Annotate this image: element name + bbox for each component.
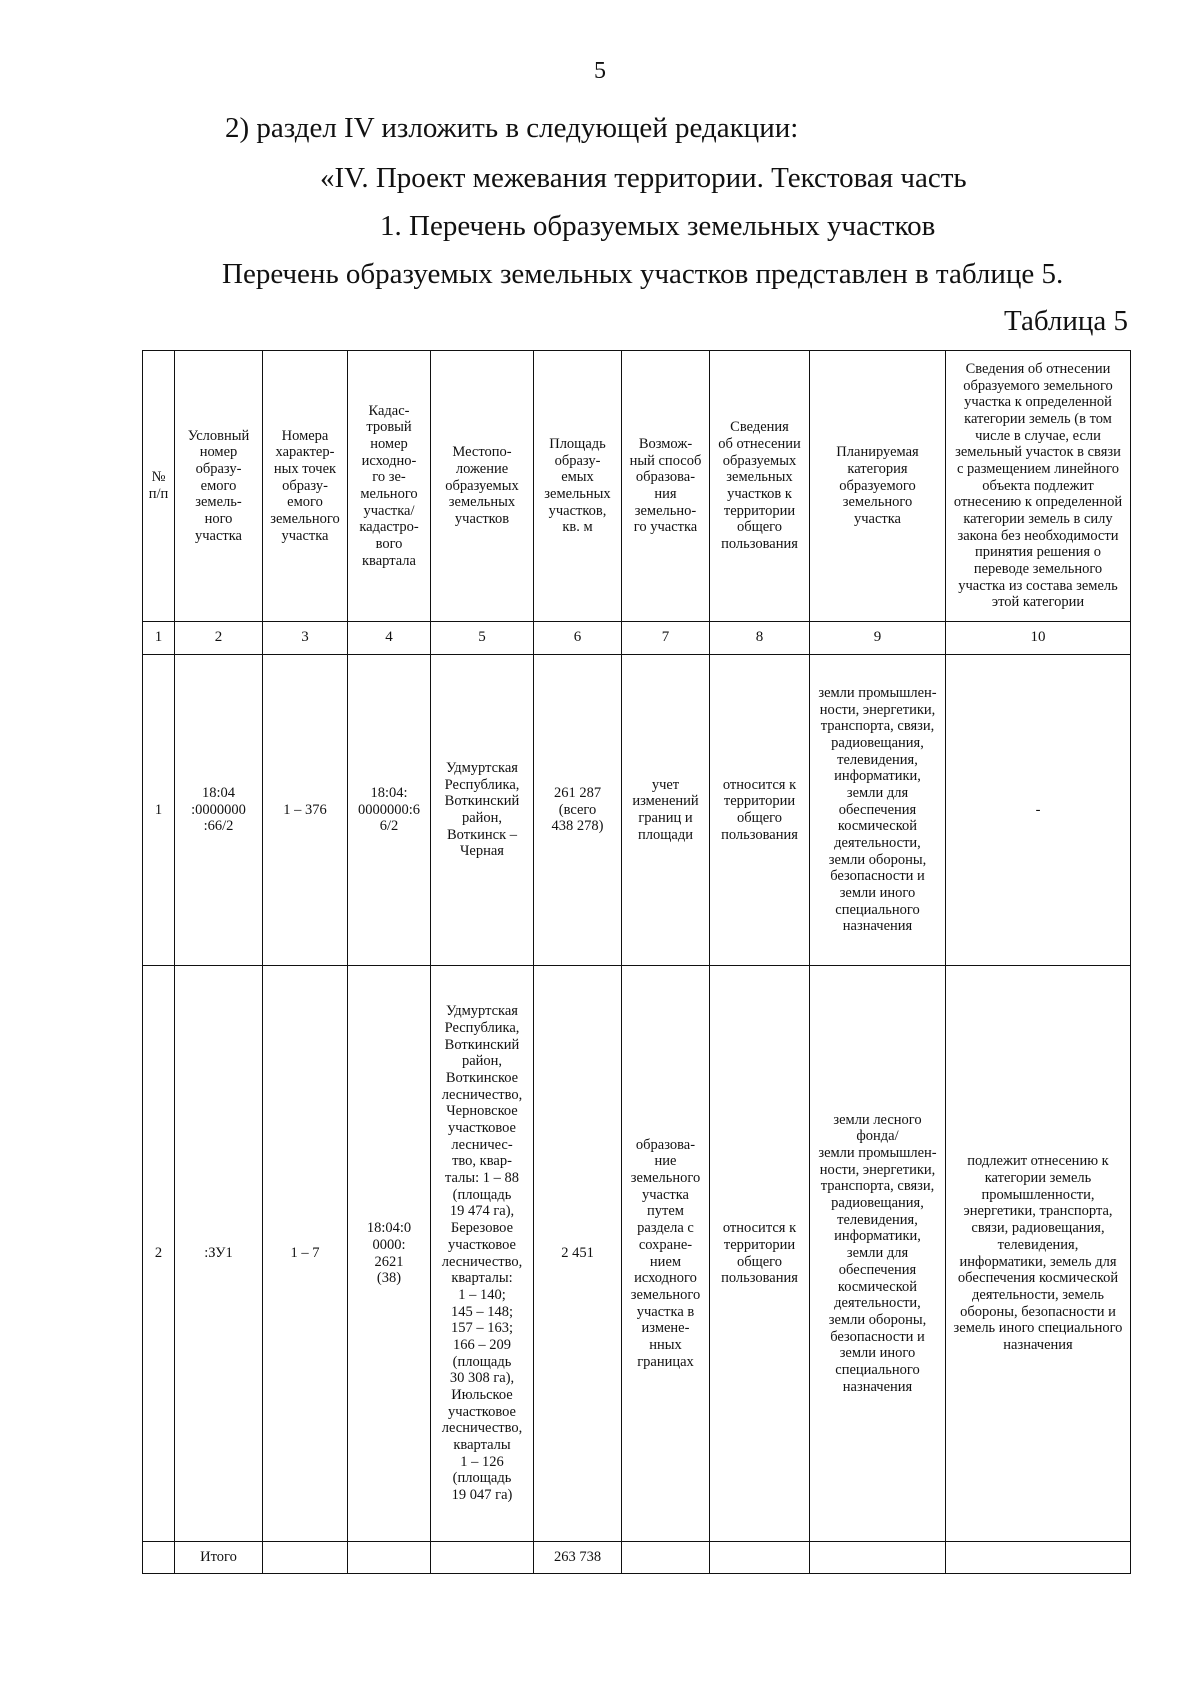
header-cell: Планируемая категория образуемого земельного участка <box>810 351 946 622</box>
total-row <box>143 1542 1131 1574</box>
table-cell: земли промышлен- ности, энергетики, транспорта, связи, радиовещания, телевидения, информатики, земли для обеспечения космической деятельности, земли обороны, безопасности и земли иного специального назначения <box>810 655 946 966</box>
total-label: Итого <box>175 1542 263 1574</box>
header-cell: Сведения об отнесении образуемых земельных участков к территории общего пользования <box>710 351 810 622</box>
intro-line-4: Перечень образуемых земельных участков представлен в таблице 5. <box>222 258 1064 290</box>
table-cell: подлежит отнесению к категории земель промышленности, энергетики, транспорта, связи, радиовещания, телевидения, информатики, земель для обеспечения космической деятельности, земель обороны, безопасности и земель иного специального назначения <box>946 966 1131 1542</box>
table-cell <box>263 1542 348 1574</box>
table-cell <box>431 1542 534 1574</box>
table-cell <box>710 1542 810 1574</box>
table-cell: 1 – 376 <box>263 655 348 966</box>
table-cell: учет изменений границ и площади <box>622 655 710 966</box>
header-cell: Номера характер- ных точек образу- емого земельного участка <box>263 351 348 622</box>
column-number: 4 <box>348 622 431 655</box>
column-number: 10 <box>946 622 1131 655</box>
table-cell <box>946 1542 1131 1574</box>
table-cell <box>622 1542 710 1574</box>
table-cell: 18:04:0 0000: 2621 (38) <box>348 966 431 1542</box>
column-number: 7 <box>622 622 710 655</box>
table-cell: образова- ние земельного участка путем раздела с сохране- нием исходного земельного участка в измене- нных границах <box>622 966 710 1542</box>
table-cell: 2 <box>143 966 175 1542</box>
subsection-title: 1. Перечень образуемых земельных участков <box>380 210 936 242</box>
column-number: 1 <box>143 622 175 655</box>
header-cell: № п/п <box>143 351 175 622</box>
column-number: 5 <box>431 622 534 655</box>
land-plots-table <box>142 350 1131 1574</box>
header-cell: Площадь образу- емых земельных участков, кв. м <box>534 351 622 622</box>
column-number-row <box>143 622 1131 655</box>
table-header-row <box>143 351 1131 622</box>
header-cell: Возмож- ный способ образова- ния земельно- го участка <box>622 351 710 622</box>
table-caption: Таблица 5 <box>1003 305 1128 337</box>
table-cell: 18:04 :0000000 :66/2 <box>175 655 263 966</box>
table-cell: :ЗУ1 <box>175 966 263 1542</box>
table-row <box>143 966 1131 1542</box>
intro-line-1: 2) раздел IV изложить в следующей редакции: <box>225 112 799 144</box>
table-cell: земли лесного фонда/ земли промышлен- ности, энергетики, транспорта, связи, радиовещания, телевидения, информатики, земли для обеспечения космической деятельности, земли обороны, безопасности и земли иного специального назначения <box>810 966 946 1542</box>
table-cell: относится к территории общего пользования <box>710 966 810 1542</box>
table-cell: 1 – 7 <box>263 966 348 1542</box>
page-number: 5 <box>594 58 606 84</box>
table-cell: 261 287 (всего 438 278) <box>534 655 622 966</box>
column-number: 8 <box>710 622 810 655</box>
column-number: 9 <box>810 622 946 655</box>
header-cell: Кадас- тровый номер исходно- го зе- мельного участка/ кадастро- вого квартала <box>348 351 431 622</box>
table-cell: Удмуртская Республика, Воткинский район, Воткинское лесничество, Черновское участковое лесничес- тво, квар- талы: 1 – 88 (площадь 19 474 га), Березовое участковое лесничество, кварталы: 1 – 140; 145 – 148; 157 – 163; 166 – 209 (площадь 30 308 га), Июльское участковое лесничество, кварталы 1 – 126 (площадь 19 047 га) <box>431 966 534 1542</box>
column-number: 2 <box>175 622 263 655</box>
header-cell: Сведения об отнесении образуемого земельного участка к определенной категории земель (в том числе в случае, если земельный участок в связи с размещением линейного объекта подлежит отнесению к определенной категории земель в силу закона без необходимости принятия решения о переводе земельного участка из состава земель этой категории <box>946 351 1131 622</box>
table-cell: относится к территории общего пользования <box>710 655 810 966</box>
column-number: 6 <box>534 622 622 655</box>
section-title: «IV. Проект межевания территории. Текстовая часть <box>320 162 967 194</box>
header-cell: Местопо- ложение образуемых земельных участков <box>431 351 534 622</box>
table-cell: 1 <box>143 655 175 966</box>
table-cell: - <box>946 655 1131 966</box>
table-row <box>143 655 1131 966</box>
table-cell: 18:04: 0000000:6 6/2 <box>348 655 431 966</box>
column-number: 3 <box>263 622 348 655</box>
table-cell <box>810 1542 946 1574</box>
table-cell: 2 451 <box>534 966 622 1542</box>
table-cell <box>348 1542 431 1574</box>
table-cell: Удмуртская Республика, Воткинский район, Воткинск – Черная <box>431 655 534 966</box>
table-cell <box>143 1542 175 1574</box>
header-cell: Условный номер образу- емого земель- ного участка <box>175 351 263 622</box>
total-value: 263 738 <box>534 1542 622 1574</box>
